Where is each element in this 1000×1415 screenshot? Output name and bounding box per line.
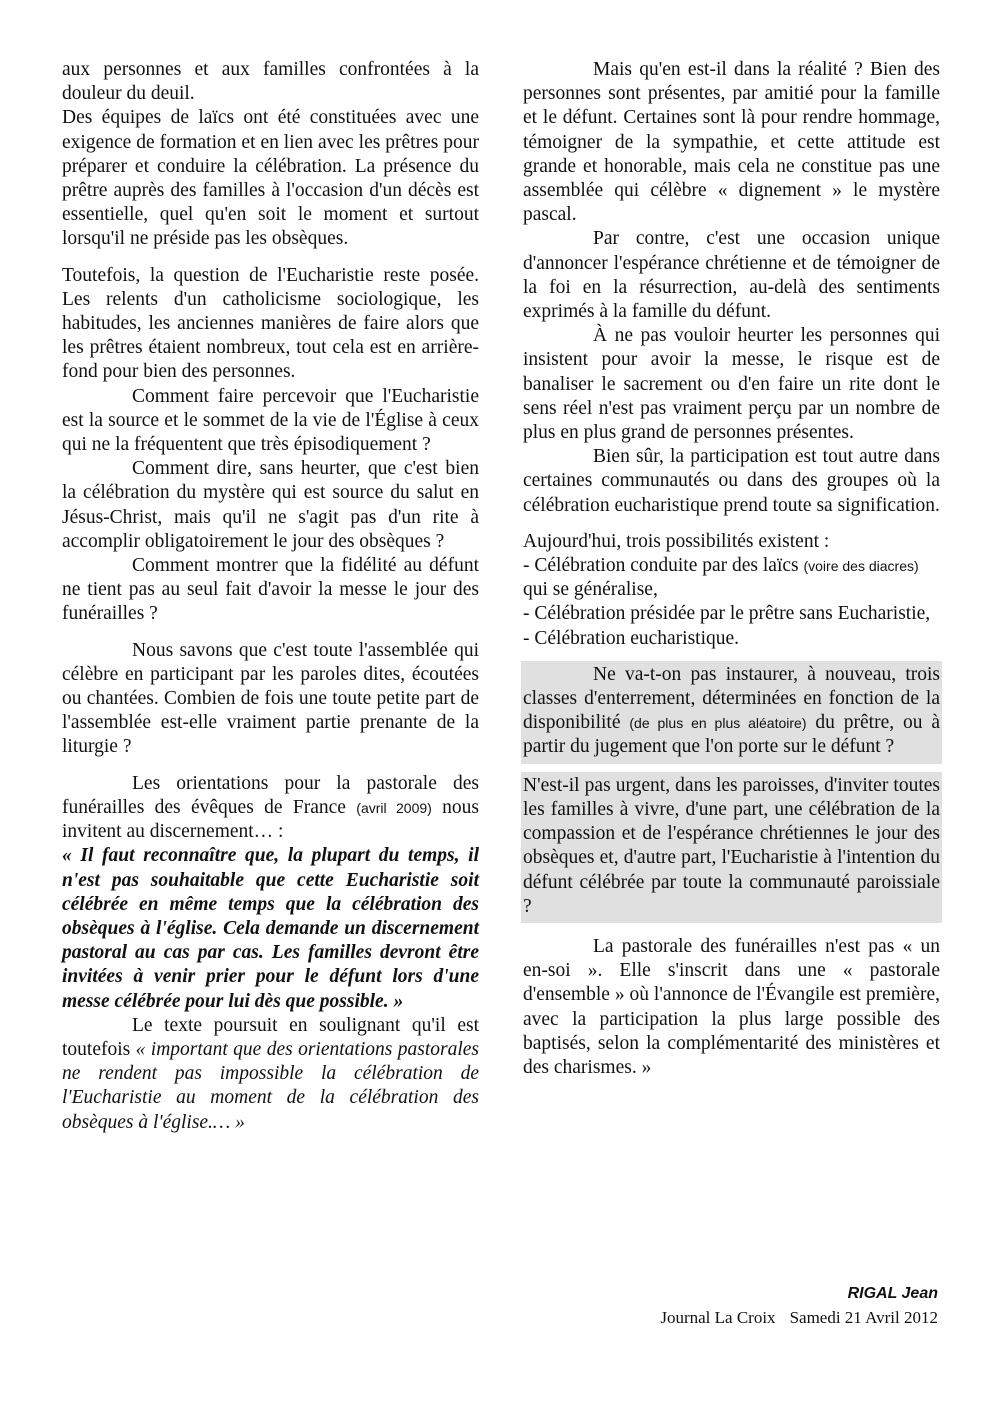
text-run: Les orientations pour la pastorale des funérailles des évêques de France [62, 772, 479, 818]
italic-quote: « important que des orientations pastorales ne rendent pas impossible la célébration de l'Eucharistie au moment de la célébration des obsèques à l'église.… » [62, 1038, 479, 1133]
paragraph: Comment faire percevoir que l'Eucharistie est la source et le sommet de la vie de l'Église à ceux qui ne la fréquentent que très épisodiquement ? [62, 385, 479, 456]
paragraph: aux personnes et aux familles confrontées à la douleur du deuil. [62, 59, 479, 105]
text-run: qui se généralise, [523, 579, 658, 601]
quote-block: « Il faut reconnaître que, la plupart du temps, il n'est pas souhaitable que cette Eucharistie soit célébrée en même temps que la célébration des obsèques à l'église. Cela demande un discernement pastoral au cas par cas. Les familles devront être invitées à venir prier pour le défunt lors d'une messe célébrée pour lui dès que possible. » [62, 845, 479, 1012]
text-run: du prêtre, ou à partir du jugement que l'on porte sur le défunt ? [523, 712, 941, 758]
list-item: - Célébration eucharistique. [523, 627, 740, 649]
source-date: Samedi 21 Avril 2012 [789, 1308, 938, 1327]
highlight-box: N'est-il pas urgent, dans les paroisses, d'inviter toutes les familles à vivre, d'une part, une célébration de la compassion et de l'espérance chrétiennes le jour des obsèques et, d'autre part, l'Eucharistie à l'intention du défunt célébrée par toute la communauté paroissiale ? [521, 772, 942, 923]
list-item: - Célébration présidée par le prêtre sans Eucharistie, [523, 603, 931, 625]
paragraph: Comment dire, sans heurter, que c'est bien la célébration du mystère qui est source du salut en Jésus-Christ, mais qu'il ne s'agit pas d'un rite à accomplir obligatoirement le jour des obsèques ? [62, 458, 479, 552]
paragraph: Bien sûr, la participation est tout autre dans certaines communautés ou dans des groupes où la célébration eucharistique prend toute sa signification. [523, 446, 940, 516]
paragraph [62, 1014, 479, 1135]
paragraph: Des équipes de laïcs ont été constituées avec une exigence de formation et en lien avec les prêtres pour préparer et conduire la célébration. La présence du prêtre auprès des familles à l'occasion d'un décès est essentielle, quel qu'en soit le moment et surtout lorsqu'il ne préside pas les obsèques. [62, 107, 479, 250]
date-note: (avril 2009) [356, 799, 432, 816]
paragraph: Mais qu'en est-il dans la réalité ? Bien des personnes sont présentes, par amitié pour la famille et le défunt. Certaines sont là pour rendre hommage, témoigner de la sympathie, et cette attitude est grande et honorable, mais cela ne constitue pas une assemblée qui célèbre « dignement » le mystère pascal. [523, 59, 940, 226]
parenthetical-note: (de plus en plus aléatoire) [629, 715, 807, 732]
author-signature: RIGAL Jean [847, 1285, 938, 1302]
paragraph: Aujourd'hui, trois possibilités existent : [523, 530, 830, 552]
paragraph: À ne pas vouloir heurter les personnes qui insistent pour avoir la messe, le risque est de banaliser le sacrement ou d'en faire un rite dont le sens réel n'est pas vraiment perçu par un nombre de plus en plus grand de personnes présentes. [523, 325, 940, 444]
text-run: - Célébration conduite par des laïcs [523, 555, 804, 577]
paragraph: Comment montrer que la fidélité au défunt ne tient pas au seul fait d'avoir la messe le jour des funérailles ? [62, 555, 479, 625]
paragraph: Par contre, c'est une occasion unique d'annoncer l'espérance chrétienne et de témoigner de la foi en la résurrection, au-delà des sentiments exprimés à la famille du défunt. [523, 228, 940, 323]
text-run: nous invitent au discernement… : [62, 796, 479, 843]
parenthetical-note: (voire des diacres) [803, 558, 919, 575]
left-column [62, 58, 479, 1135]
highlight-box [521, 661, 942, 764]
list-item [523, 554, 940, 602]
text-run: Le texte poursuit en soulignant qu'il est toutefois [62, 1014, 479, 1060]
paragraph [62, 772, 479, 845]
text-run: Ne va-t-on pas instaurer, à nouveau, trois classes d'enterrement, déterminées en fonction de la disponibilité [523, 663, 940, 734]
paragraph: La pastorale des funérailles n'est pas « un en-soi ». Elle s'inscrit dans une « pastorale d'ensemble » où l'annonce de l'Évangile est première, avec la participation la plus large possible des baptisés, selon la complémentarité des ministères et des charismes. » [523, 935, 940, 1078]
right-column [523, 58, 940, 1080]
paragraph: Toutefois, la question de l'Eucharistie reste posée. Les relents d'un catholicisme sociologique, les habitudes, les anciennes manières de faire alors que les prêtres étaient nombreux, tout cela est en arrière-fond pour bien des personnes. [62, 264, 479, 383]
paragraph: Nous savons que c'est toute l'assemblée qui célèbre en participant par les paroles dites, écoutées ou chantées. Combien de fois une toute petite part de l'assemblée est-elle vraiment partie prenante de la liturgie ? [62, 639, 479, 758]
source-line [660, 1308, 938, 1328]
source-name: Journal La Croix [660, 1308, 776, 1327]
